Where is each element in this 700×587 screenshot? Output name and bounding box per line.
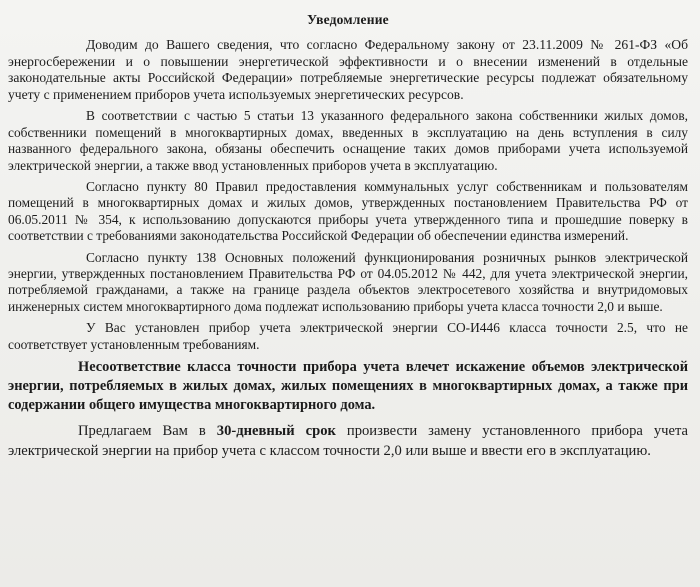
- paragraph-rule-138: Согласно пункту 138 Основных положений функционирования розничных рынков электрической энергии, утвержденных постановлением Правительства РФ от 04.05.2012 № 442, для учета электрической энергии, потребляемой гражданами, а также на границе раздела объектов электросетевого хозяйства и внутридомовых инженерных систем многоквартирного дома подлежат использованию приборы учета класса точности 2,0 и выше.: [8, 249, 688, 314]
- paragraph-rule-80: Согласно пункту 80 Правил предоставления коммунальных услуг собственникам и пользователям помещений в многоквартирных домах и жилых домов, утвержденных постановлением Правительства РФ от 06.05.2011 № 354, к использованию допускаются приборы учета утвержденного типа и прошедшие поверку в соответствии с требованиями законодательства Российской Федерации об обеспечении единства измерений.: [8, 179, 688, 244]
- paragraph-installed-meter: У Вас установлен прибор учета электрической энергии СО-И446 класса точности 2.5, что не соответствует установленным требованиям.: [8, 320, 688, 352]
- replacement-text-end: произвести замену установленного прибора учета электрической энергии на прибор учета с классом точности 2,0 или выше и ввести его в эксплуатацию.: [8, 423, 688, 460]
- paragraph-accuracy-warning: Несоответствие класса точности прибора учета влечет искажение объемов электрической энергии, потребляемых в жилых домах, жилых помещениях в многоквартирных домах, а также при содержании общего имущества многоквартирного дома.: [8, 359, 688, 414]
- paragraph-article-13: В соответствии с частью 5 статьи 13 указанного федерального закона собственники жилых домов, собственники помещений в многоквартирных домах, введенных в эксплуатацию на день вступления в силу названного федерального закона, обязаны обеспечить оснащение таких домов приборами учета используемой электрической энергии, а также ввод установленных приборов учета в эксплуатацию.: [8, 108, 688, 173]
- paragraph-energy-law: Доводим до Вашего сведения, что согласно Федеральному закону от 23.11.2009 № 261-ФЗ «Об энергосбережении и о повышении энергетической эффективности и о внесении изменений в отдельные законодательные акты Российской Федерации» потребляемые энергетические ресурсы подлежат обязательному учету с применением приборов учета используемых энергетических ресурсов.: [8, 37, 688, 102]
- replacement-deadline: 30-дневный срок: [216, 423, 336, 440]
- paragraph-replacement-request: [8, 421, 688, 461]
- replacement-text-start: Предлагаем Вам в: [78, 423, 217, 440]
- document-title: Уведомление: [307, 12, 389, 27]
